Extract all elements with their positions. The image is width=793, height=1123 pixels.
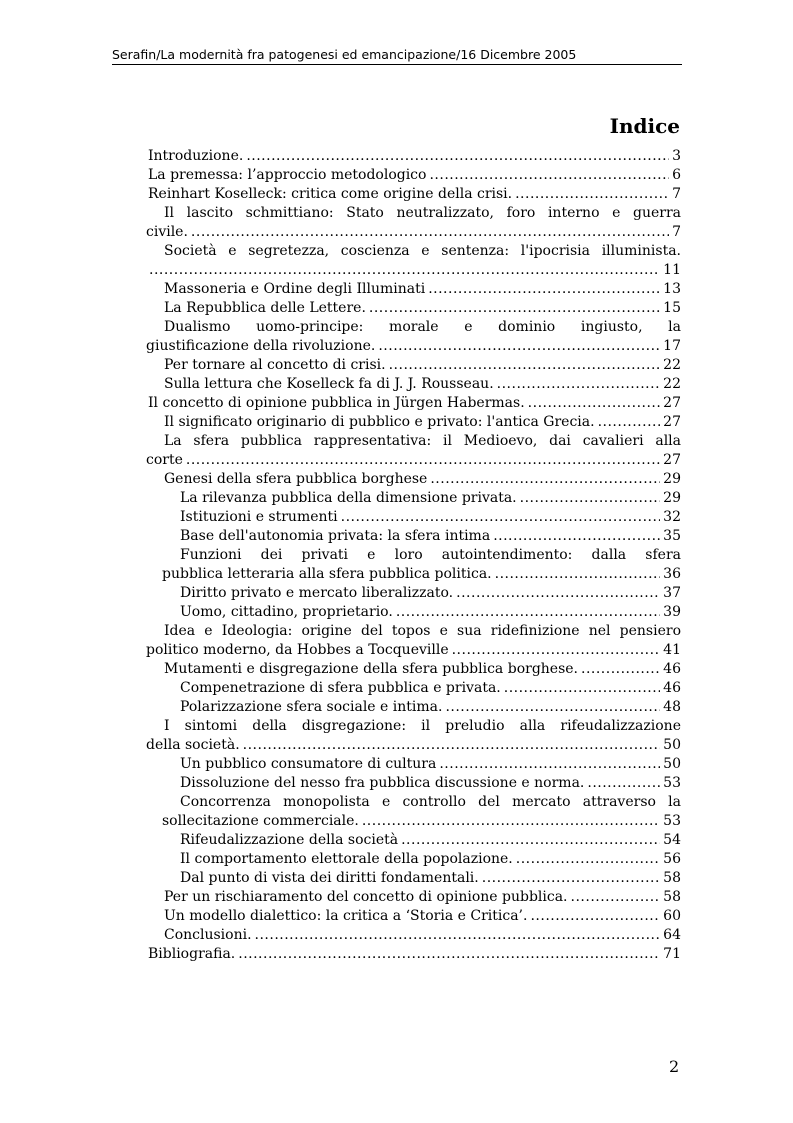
toc-entry-page: 27 — [663, 414, 681, 430]
toc-entry-title: Dal punto di vista dei diritti fondamentali. — [180, 870, 479, 886]
toc-entry-title: Uomo, cittadino, proprietario. — [180, 604, 393, 620]
toc-entry[interactable] — [146, 945, 681, 964]
toc-entry-page: 36 — [663, 566, 681, 582]
toc-leader-dots — [482, 869, 660, 888]
toc-entry[interactable] — [146, 907, 681, 926]
toc-entry[interactable] — [146, 755, 681, 774]
toc-entry-page: 48 — [663, 699, 681, 715]
toc-entry-page: 60 — [663, 908, 681, 924]
toc-entry-title: La premessa: l’approccio metodologico — [148, 167, 427, 183]
toc-entry-title: politico moderno, da Hobbes a Tocqueville — [146, 642, 449, 658]
toc-entry-wrapped-line[interactable]: Dualismo uomo-principe: morale e dominio ingiusto, la — [164, 319, 681, 335]
toc-entry[interactable] — [146, 698, 681, 717]
toc-leader-dots — [581, 660, 660, 679]
page-title: Indice — [609, 114, 680, 138]
toc-entry-page: 32 — [663, 509, 681, 525]
toc-entry[interactable] — [146, 147, 681, 166]
toc-leader-dots — [598, 413, 661, 432]
toc-entry-page: 58 — [663, 870, 681, 886]
toc-leader-dots — [452, 641, 661, 660]
toc-entry-title: della società. — [146, 737, 240, 753]
toc-entry-title: Genesi della sfera pubblica borghese — [164, 471, 428, 487]
toc-entry-page: 27 — [663, 452, 681, 468]
toc-entry-page: 3 — [672, 148, 681, 164]
toc-entry-page: 29 — [663, 490, 681, 506]
toc-entry-title: Compenetrazione di sfera pubblica e privata. — [180, 680, 501, 696]
toc-entry[interactable] — [146, 185, 681, 204]
toc-entry-page: 6 — [672, 167, 681, 183]
toc-entry-title: Un pubblico consumatore di cultura — [180, 756, 437, 772]
toc-leader-dots — [255, 926, 661, 945]
toc-entry-page: 46 — [663, 680, 681, 696]
toc-entry-page: 13 — [663, 281, 681, 297]
toc-entry-page: 41 — [663, 642, 681, 658]
toc-entry[interactable] — [146, 375, 681, 394]
toc-entry-title: Rifeudalizzazione della società — [180, 832, 399, 848]
toc-entry[interactable] — [146, 413, 681, 432]
toc-entry-title: Diritto privato e mercato liberalizzato. — [180, 585, 454, 601]
toc-entry-title: pubblica letteraria alla sfera pubblica politica. — [162, 566, 492, 582]
toc-entry-title: Il comportamento elettorale della popolazione. — [180, 851, 513, 867]
toc-leader-dots — [587, 774, 660, 793]
toc-leader-dots — [341, 508, 661, 527]
toc-leader-dots — [401, 831, 660, 850]
toc-entry[interactable] — [146, 223, 681, 242]
toc-entry-page: 22 — [663, 376, 681, 392]
toc-entry-title: Reinhart Koselleck: critica come origine della crisi. — [148, 186, 513, 202]
toc-entry-page: 39 — [663, 604, 681, 620]
toc-entry[interactable] — [146, 774, 681, 793]
toc-leader-dots — [504, 679, 660, 698]
toc-entry[interactable] — [146, 299, 681, 318]
toc-entry-title: Massoneria e Ordine degli Illuminati — [164, 281, 426, 297]
toc-entry[interactable] — [146, 261, 681, 280]
toc-entry[interactable] — [146, 356, 681, 375]
toc-entry-title: Sulla lettura che Koselleck fa di J. J. Rousseau. — [164, 376, 494, 392]
toc-leader-dots — [430, 470, 660, 489]
toc-entry[interactable] — [146, 660, 681, 679]
toc-leader-dots — [238, 945, 660, 964]
toc-leader-dots — [530, 907, 660, 926]
toc-entry-title: Istituzioni e strumenti — [180, 509, 338, 525]
toc-entry-title: Conclusioni. — [164, 927, 252, 943]
toc-leader-dots — [456, 584, 660, 603]
toc-entry-wrapped-line[interactable]: Funzioni dei privati e loro autointendimento: dalla sfera — [180, 547, 681, 563]
toc-entry-title: Introduzione. — [148, 148, 244, 164]
toc-entry-page: 50 — [663, 756, 681, 772]
table-of-contents — [146, 147, 681, 964]
toc-entry-title: Un modello dialettico: la critica a ‘Storia e Critica’. — [164, 908, 528, 924]
toc-entry-title: corte — [146, 452, 183, 468]
toc-leader-dots — [493, 527, 660, 546]
toc-leader-dots — [497, 375, 661, 394]
toc-leader-dots — [445, 698, 660, 717]
toc-entry-page: 64 — [663, 927, 681, 943]
toc-leader-dots — [243, 736, 661, 755]
toc-entry-page: 56 — [663, 851, 681, 867]
toc-leader-dots — [516, 850, 660, 869]
toc-leader-dots — [378, 337, 660, 356]
toc-entry-title: Dissoluzione del nesso fra pubblica discussione e norma. — [180, 775, 585, 791]
toc-entry-wrapped-line[interactable]: Società e segretezza, coscienza e sentenza: l'ipocrisia illuminista. — [164, 243, 681, 259]
toc-entry-page: 35 — [663, 528, 681, 544]
toc-entry-title: Bibliografia. — [148, 946, 236, 962]
toc-leader-dots — [362, 812, 660, 831]
toc-entry-page: 54 — [663, 832, 681, 848]
toc-entry-title: Il concetto di opinione pubblica in Jürgen Habermas. — [148, 395, 525, 411]
toc-leader-dots — [186, 451, 660, 470]
toc-entry[interactable] — [146, 679, 681, 698]
toc-entry[interactable] — [146, 451, 681, 470]
toc-entry[interactable] — [146, 641, 681, 660]
toc-entry-wrapped-line[interactable]: Concorrenza monopolista e controllo del mercato attraverso la — [180, 794, 681, 810]
toc-entry-page: 50 — [663, 737, 681, 753]
toc-entry[interactable] — [146, 869, 681, 888]
toc-leader-dots — [396, 603, 660, 622]
toc-entry[interactable] — [146, 280, 681, 299]
toc-leader-dots — [149, 261, 660, 280]
toc-entry[interactable] — [146, 736, 681, 755]
toc-entry-page: 17 — [663, 338, 681, 354]
toc-entry-title: giustificazione della rivoluzione. — [146, 338, 376, 354]
toc-entry[interactable] — [146, 527, 681, 546]
toc-leader-dots — [429, 166, 669, 185]
toc-entry[interactable] — [146, 470, 681, 489]
toc-leader-dots — [571, 888, 661, 907]
toc-leader-dots — [246, 147, 669, 166]
toc-entry-title: Il significato originario di pubblico e privato: l'antica Grecia. — [164, 414, 595, 430]
toc-entry[interactable] — [146, 888, 681, 907]
toc-leader-dots — [191, 223, 669, 242]
toc-entry-title: civile. — [146, 224, 188, 240]
toc-entry[interactable] — [146, 565, 681, 584]
toc-entry-title: Base dell'autonomia privata: la sfera intima — [180, 528, 491, 544]
toc-leader-dots — [369, 299, 660, 318]
toc-entry-page: 29 — [663, 471, 681, 487]
toc-entry-page: 71 — [663, 946, 681, 962]
toc-entry-page: 22 — [663, 357, 681, 373]
toc-leader-dots — [389, 356, 661, 375]
toc-entry-title: sollecitazione commerciale. — [162, 813, 359, 829]
toc-entry[interactable] — [146, 850, 681, 869]
toc-entry[interactable] — [146, 584, 681, 603]
toc-entry-page: 7 — [672, 186, 681, 202]
running-header: Serafin/La modernità fra patogenesi ed emancipazione/16 Dicembre 2005 — [112, 47, 682, 65]
toc-entry-page: 53 — [663, 813, 681, 829]
toc-entry[interactable] — [146, 489, 681, 508]
toc-entry[interactable] — [146, 603, 681, 622]
toc-entry-page: 7 — [672, 224, 681, 240]
toc-entry[interactable] — [146, 812, 681, 831]
toc-entry-page: 15 — [663, 300, 681, 316]
toc-entry-title: Polarizzazione sfera sociale e intima. — [180, 699, 443, 715]
toc-entry[interactable] — [146, 337, 681, 356]
toc-leader-dots — [439, 755, 660, 774]
toc-entry-title: La rilevanza pubblica della dimensione privata. — [180, 490, 517, 506]
toc-leader-dots — [515, 185, 669, 204]
toc-entry[interactable] — [146, 508, 681, 527]
toc-entry-wrapped-line[interactable]: Il lascito schmittiano: Stato neutralizzato, foro interno e guerra — [164, 205, 681, 221]
toc-leader-dots — [428, 280, 660, 299]
toc-entry-page: 11 — [663, 262, 681, 278]
toc-entry[interactable] — [146, 166, 681, 185]
toc-entry-wrapped-line[interactable]: I sintomi della disgregazione: il preludio alla rifeudalizzazione — [164, 718, 681, 734]
toc-entry-page: 58 — [663, 889, 681, 905]
toc-entry[interactable] — [146, 926, 681, 945]
toc-entry-title: Mutamenti e disgregazione della sfera pubblica borghese. — [164, 661, 578, 677]
toc-entry-page: 46 — [663, 661, 681, 677]
toc-entry[interactable] — [146, 831, 681, 850]
toc-entry-page: 53 — [663, 775, 681, 791]
toc-entry-page: 37 — [663, 585, 681, 601]
toc-entry-wrapped-line[interactable]: La sfera pubblica rappresentativa: il Medioevo, dai cavalieri alla — [164, 433, 681, 449]
toc-entry-page: 27 — [663, 395, 681, 411]
toc-entry-title: La Repubblica delle Lettere. — [164, 300, 366, 316]
toc-leader-dots — [520, 489, 661, 508]
toc-leader-dots — [495, 565, 661, 584]
toc-entry[interactable] — [146, 394, 681, 413]
toc-entry-wrapped-line[interactable]: Idea e Ideologia: origine del topos e sua ridefinizione nel pensiero — [164, 623, 681, 639]
toc-entry-title: Per tornare al concetto di crisi. — [164, 357, 386, 373]
toc-entry-title: Per un rischiaramento del concetto di opinione pubblica. — [164, 889, 568, 905]
toc-leader-dots — [528, 394, 661, 413]
page-number: 2 — [669, 1057, 680, 1076]
